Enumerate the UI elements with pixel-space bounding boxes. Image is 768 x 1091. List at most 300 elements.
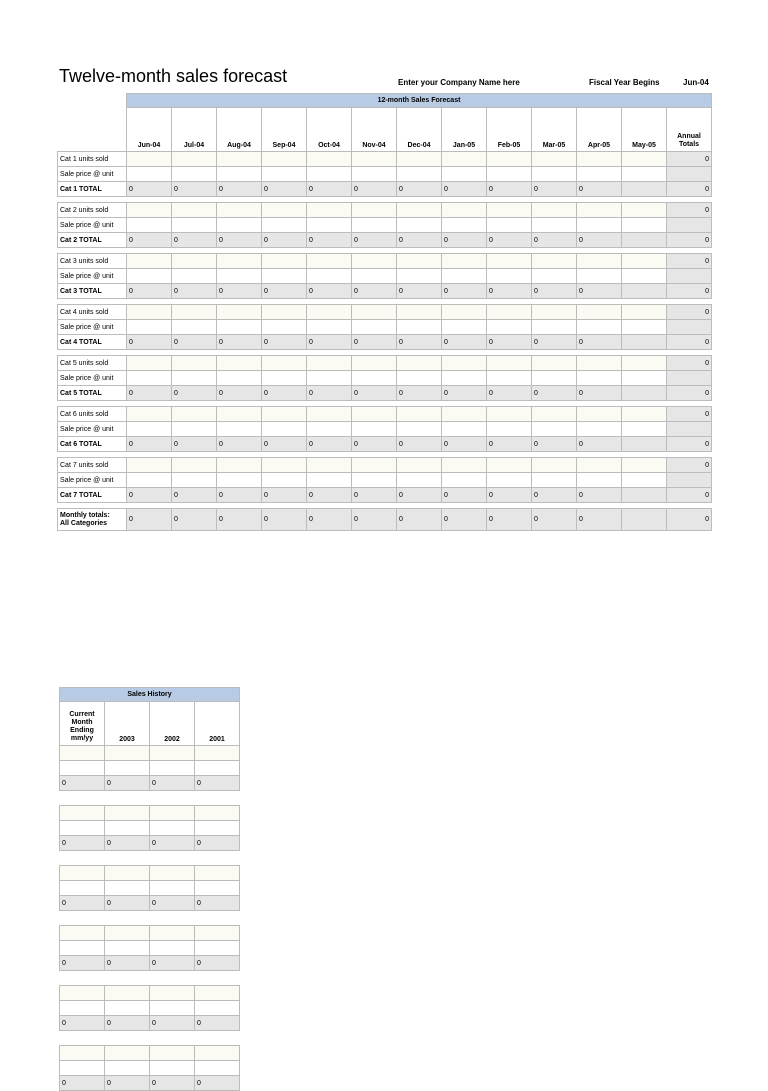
history-total-cell: 0 [150, 1016, 195, 1031]
sale-price-input[interactable] [622, 218, 667, 233]
units-sold-input[interactable] [532, 458, 577, 473]
units-sold-input[interactable] [622, 356, 667, 371]
history-input[interactable] [105, 1046, 150, 1061]
sale-price-input[interactable] [307, 320, 352, 335]
category-total-cell: 0 [262, 488, 307, 503]
history-input[interactable] [150, 986, 195, 1001]
sale-price-input[interactable] [397, 269, 442, 284]
sale-price-input[interactable] [577, 473, 622, 488]
sale-price-input[interactable] [487, 269, 532, 284]
sale-price-input[interactable] [352, 167, 397, 182]
units-sold-input[interactable] [487, 305, 532, 320]
units-sold-input[interactable] [532, 356, 577, 371]
history-input[interactable] [105, 941, 150, 956]
units-sold-input[interactable] [352, 203, 397, 218]
sale-price-input[interactable] [532, 371, 577, 386]
history-total-cell: 0 [105, 956, 150, 971]
sale-price-input[interactable] [442, 371, 487, 386]
monthly-total-cell: 0 [577, 509, 622, 531]
units-sold-input[interactable] [442, 305, 487, 320]
history-input[interactable] [150, 926, 195, 941]
history-input[interactable] [150, 746, 195, 761]
monthly-total-cell: 0 [217, 509, 262, 531]
category-total-cell: 0 [397, 335, 442, 350]
units-sold-input[interactable] [307, 305, 352, 320]
sale-price-input[interactable] [622, 422, 667, 437]
units-sold-input[interactable] [262, 305, 307, 320]
history-total-cell: 0 [195, 1076, 240, 1091]
sale-price-input[interactable] [352, 320, 397, 335]
history-input[interactable] [150, 1001, 195, 1016]
category-total-cell: 0 [127, 233, 172, 248]
units-sold-input[interactable] [217, 356, 262, 371]
sale-price-input[interactable] [262, 218, 307, 233]
units-sold-input[interactable] [442, 458, 487, 473]
sale-price-input[interactable] [442, 320, 487, 335]
units-sold-input[interactable] [577, 356, 622, 371]
history-input[interactable] [195, 1061, 240, 1076]
units-sold-input[interactable] [397, 458, 442, 473]
category-total-cell: 0 [397, 386, 442, 401]
sale-price-input[interactable] [622, 269, 667, 284]
category-total-cell: 0 [577, 284, 622, 299]
sale-price-input[interactable] [577, 167, 622, 182]
units-sold-input[interactable] [307, 458, 352, 473]
sale-price-input[interactable] [622, 371, 667, 386]
units-sold-input[interactable] [532, 203, 577, 218]
units-sold-input[interactable] [262, 458, 307, 473]
units-sold-input[interactable] [397, 203, 442, 218]
units-sold-input[interactable] [397, 305, 442, 320]
history-input[interactable] [150, 821, 195, 836]
units-sold-input[interactable] [577, 152, 622, 167]
units-sold-input[interactable] [217, 458, 262, 473]
units-sold-input[interactable] [397, 254, 442, 269]
units-sold-input[interactable] [487, 254, 532, 269]
history-input[interactable] [60, 821, 105, 836]
sale-price-input[interactable] [262, 320, 307, 335]
category-total-cell: 0 [577, 335, 622, 350]
history-input[interactable] [60, 941, 105, 956]
sale-price-input[interactable] [622, 473, 667, 488]
page-title: Twelve-month sales forecast [59, 66, 288, 86]
units-sold-input[interactable] [532, 305, 577, 320]
units-sold-input[interactable] [532, 152, 577, 167]
category-total-label: Cat 3 TOTAL [58, 284, 127, 299]
units-sold-input[interactable] [262, 407, 307, 422]
sale-price-input[interactable] [577, 371, 622, 386]
history-input[interactable] [150, 1061, 195, 1076]
annual-category-total: 0 [667, 335, 712, 350]
history-input[interactable] [195, 821, 240, 836]
units-sold-input[interactable] [217, 152, 262, 167]
units-sold-input[interactable] [172, 203, 217, 218]
units-sold-input[interactable] [577, 458, 622, 473]
annual-units: 0 [667, 407, 712, 422]
history-input[interactable] [195, 986, 240, 1001]
sale-price-input[interactable] [532, 167, 577, 182]
units-sold-input[interactable] [172, 305, 217, 320]
history-total-cell: 0 [195, 836, 240, 851]
units-sold-input[interactable] [217, 407, 262, 422]
sale-price-input[interactable] [172, 422, 217, 437]
sale-price-input[interactable] [307, 218, 352, 233]
sale-price-input[interactable] [127, 167, 172, 182]
units-sold-input[interactable] [172, 254, 217, 269]
sale-price-input[interactable] [397, 371, 442, 386]
monthly-total-cell [622, 509, 667, 531]
corner-blank [58, 108, 127, 152]
group-spacer [60, 791, 240, 806]
sale-price-input[interactable] [262, 371, 307, 386]
category-total-cell: 0 [487, 335, 532, 350]
sale-price-input[interactable] [172, 473, 217, 488]
sale-price-input[interactable] [262, 167, 307, 182]
category-total-cell: 0 [532, 335, 577, 350]
sale-price-input[interactable] [217, 422, 262, 437]
history-input[interactable] [150, 806, 195, 821]
history-input[interactable] [105, 1061, 150, 1076]
units-sold-input[interactable] [622, 254, 667, 269]
units-sold-input[interactable] [397, 407, 442, 422]
units-sold-label: Cat 4 units sold [58, 305, 127, 320]
units-sold-input[interactable] [352, 152, 397, 167]
history-input[interactable] [105, 1001, 150, 1016]
units-sold-input[interactable] [127, 305, 172, 320]
sale-price-input[interactable] [217, 371, 262, 386]
units-sold-input[interactable] [397, 356, 442, 371]
units-sold-input[interactable] [487, 356, 532, 371]
units-sold-input[interactable] [532, 407, 577, 422]
history-input[interactable] [60, 1046, 105, 1061]
group-spacer [60, 911, 240, 926]
units-sold-input[interactable] [352, 254, 397, 269]
category-total-cell: 0 [127, 386, 172, 401]
sale-price-input[interactable] [397, 218, 442, 233]
units-sold-input[interactable] [352, 356, 397, 371]
units-sold-input[interactable] [577, 407, 622, 422]
units-sold-input[interactable] [622, 407, 667, 422]
units-sold-input[interactable] [352, 407, 397, 422]
annual-price-blank [667, 218, 712, 233]
history-total-cell: 0 [195, 896, 240, 911]
history-total-cell: 0 [150, 776, 195, 791]
sale-price-input[interactable] [217, 218, 262, 233]
sales-forecast-table [57, 93, 712, 531]
units-sold-label: Cat 6 units sold [58, 407, 127, 422]
history-input[interactable] [60, 806, 105, 821]
sale-price-input[interactable] [127, 269, 172, 284]
history-total-cell: 0 [150, 1076, 195, 1091]
month-header: Nov-04 [352, 108, 397, 152]
sale-price-input[interactable] [487, 320, 532, 335]
sale-price-input[interactable] [442, 269, 487, 284]
units-sold-input[interactable] [487, 458, 532, 473]
category-total-cell: 0 [487, 284, 532, 299]
monthly-totals-label [58, 509, 127, 531]
category-total-cell: 0 [307, 182, 352, 197]
history-input[interactable] [150, 881, 195, 896]
history-input[interactable] [195, 746, 240, 761]
category-total-cell: 0 [442, 233, 487, 248]
fiscal-year-value[interactable]: Jun-04 [683, 78, 709, 87]
sale-price-input[interactable] [442, 167, 487, 182]
category-total-cell: 0 [172, 335, 217, 350]
history-input[interactable] [105, 821, 150, 836]
history-input[interactable] [105, 746, 150, 761]
history-input[interactable] [105, 761, 150, 776]
history-input[interactable] [195, 941, 240, 956]
history-input[interactable] [60, 1061, 105, 1076]
sale-price-label: Sale price @ unit [58, 167, 127, 182]
category-total-cell: 0 [127, 335, 172, 350]
category-total-cell: 0 [352, 335, 397, 350]
sale-price-input[interactable] [487, 422, 532, 437]
category-total-cell: 0 [127, 488, 172, 503]
units-sold-input[interactable] [622, 203, 667, 218]
units-sold-input[interactable] [487, 407, 532, 422]
history-total-cell: 0 [60, 896, 105, 911]
units-sold-input[interactable] [262, 203, 307, 218]
annual-units: 0 [667, 356, 712, 371]
units-sold-input[interactable] [622, 305, 667, 320]
sale-price-input[interactable] [487, 167, 532, 182]
history-input[interactable] [195, 926, 240, 941]
units-sold-input[interactable] [307, 407, 352, 422]
units-sold-input[interactable] [172, 356, 217, 371]
units-sold-input[interactable] [442, 356, 487, 371]
history-band-title: Sales History [60, 688, 240, 702]
category-total-cell [622, 437, 667, 452]
sale-price-input[interactable] [487, 371, 532, 386]
history-input[interactable] [195, 881, 240, 896]
sale-price-input[interactable] [532, 218, 577, 233]
sale-price-input[interactable] [577, 422, 622, 437]
history-input[interactable] [105, 866, 150, 881]
units-sold-input[interactable] [217, 254, 262, 269]
monthly-total-cell: 0 [487, 509, 532, 531]
category-total-label: Cat 1 TOTAL [58, 182, 127, 197]
units-sold-input[interactable] [127, 203, 172, 218]
history-input[interactable] [60, 881, 105, 896]
sale-price-input[interactable] [487, 218, 532, 233]
month-header: Oct-04 [307, 108, 352, 152]
history-input[interactable] [105, 806, 150, 821]
units-sold-input[interactable] [577, 305, 622, 320]
units-sold-input[interactable] [127, 356, 172, 371]
sale-price-input[interactable] [127, 320, 172, 335]
category-total-cell: 0 [172, 233, 217, 248]
company-name-field[interactable]: Enter your Company Name here [398, 78, 520, 87]
category-total-cell [622, 182, 667, 197]
sale-price-input[interactable] [442, 218, 487, 233]
sale-price-input[interactable] [622, 320, 667, 335]
annual-units: 0 [667, 458, 712, 473]
units-sold-input[interactable] [307, 152, 352, 167]
sale-price-input[interactable] [532, 320, 577, 335]
annual-category-total: 0 [667, 437, 712, 452]
sale-price-input[interactable] [307, 422, 352, 437]
units-sold-input[interactable] [352, 458, 397, 473]
monthly-total-cell: 0 [172, 509, 217, 531]
sale-price-input[interactable] [262, 473, 307, 488]
sale-price-input[interactable] [397, 422, 442, 437]
history-input[interactable] [150, 866, 195, 881]
category-total-label: Cat 7 TOTAL [58, 488, 127, 503]
month-header: Apr-05 [577, 108, 622, 152]
units-sold-input[interactable] [397, 152, 442, 167]
units-sold-input[interactable] [217, 203, 262, 218]
category-total-cell: 0 [487, 386, 532, 401]
units-sold-input[interactable] [262, 152, 307, 167]
history-input[interactable] [60, 746, 105, 761]
sale-price-input[interactable] [307, 371, 352, 386]
history-input[interactable] [105, 926, 150, 941]
units-sold-input[interactable] [577, 254, 622, 269]
sale-price-input[interactable] [397, 473, 442, 488]
sale-price-input[interactable] [352, 269, 397, 284]
sale-price-input[interactable] [352, 422, 397, 437]
units-sold-input[interactable] [307, 254, 352, 269]
sale-price-input[interactable] [532, 269, 577, 284]
sale-price-label: Sale price @ unit [58, 473, 127, 488]
units-sold-input[interactable] [577, 203, 622, 218]
sale-price-input[interactable] [352, 218, 397, 233]
units-sold-input[interactable] [532, 254, 577, 269]
sale-price-input[interactable] [217, 320, 262, 335]
history-input[interactable] [60, 866, 105, 881]
units-sold-input[interactable] [217, 305, 262, 320]
units-sold-input[interactable] [127, 254, 172, 269]
sale-price-input[interactable] [442, 473, 487, 488]
sale-price-input[interactable] [172, 269, 217, 284]
history-input[interactable] [195, 761, 240, 776]
history-input[interactable] [195, 1001, 240, 1016]
sale-price-input[interactable] [577, 218, 622, 233]
sale-price-input[interactable] [442, 422, 487, 437]
sale-price-input[interactable] [532, 422, 577, 437]
monthly-total-cell: 0 [352, 509, 397, 531]
sale-price-input[interactable] [487, 473, 532, 488]
history-input[interactable] [60, 986, 105, 1001]
units-sold-input[interactable] [352, 305, 397, 320]
units-sold-input[interactable] [262, 254, 307, 269]
history-input[interactable] [195, 1046, 240, 1061]
sale-price-input[interactable] [172, 320, 217, 335]
history-total-cell: 0 [195, 776, 240, 791]
units-sold-input[interactable] [127, 458, 172, 473]
monthly-totals-label-line2: All Categories [60, 519, 108, 527]
category-total-cell: 0 [487, 437, 532, 452]
history-input[interactable] [60, 761, 105, 776]
sale-price-input[interactable] [262, 269, 307, 284]
units-sold-input[interactable] [442, 203, 487, 218]
sale-price-input[interactable] [307, 473, 352, 488]
category-total-cell [622, 386, 667, 401]
sale-price-input[interactable] [127, 422, 172, 437]
units-sold-input[interactable] [262, 356, 307, 371]
history-input[interactable] [195, 866, 240, 881]
sale-price-input[interactable] [127, 371, 172, 386]
sale-price-input[interactable] [127, 218, 172, 233]
units-sold-input[interactable] [487, 152, 532, 167]
units-sold-input[interactable] [442, 152, 487, 167]
history-input[interactable] [150, 1046, 195, 1061]
history-total-cell: 0 [60, 1076, 105, 1091]
category-total-cell: 0 [262, 182, 307, 197]
year-header: 2002 [150, 702, 195, 746]
sale-price-input[interactable] [217, 473, 262, 488]
units-sold-input[interactable] [307, 203, 352, 218]
sale-price-input[interactable] [397, 320, 442, 335]
sale-price-input[interactable] [127, 473, 172, 488]
sale-price-input[interactable] [352, 473, 397, 488]
month-header: Jun-04 [127, 108, 172, 152]
history-input[interactable] [195, 806, 240, 821]
sale-price-input[interactable] [532, 473, 577, 488]
units-sold-input[interactable] [442, 254, 487, 269]
sale-price-input[interactable] [622, 167, 667, 182]
units-sold-input[interactable] [172, 152, 217, 167]
sale-price-input[interactable] [577, 320, 622, 335]
category-total-cell: 0 [172, 488, 217, 503]
history-total-cell: 0 [150, 956, 195, 971]
units-sold-input[interactable] [487, 203, 532, 218]
history-input[interactable] [105, 881, 150, 896]
history-input[interactable] [150, 761, 195, 776]
history-input[interactable] [60, 1001, 105, 1016]
units-sold-input[interactable] [622, 152, 667, 167]
history-input[interactable] [105, 986, 150, 1001]
units-sold-input[interactable] [172, 407, 217, 422]
units-sold-input[interactable] [307, 356, 352, 371]
monthly-total-cell: 0 [262, 509, 307, 531]
sale-price-input[interactable] [217, 167, 262, 182]
units-sold-input[interactable] [622, 458, 667, 473]
history-total-cell: 0 [195, 956, 240, 971]
monthly-total-cell: 0 [442, 509, 487, 531]
annual-category-total: 0 [667, 182, 712, 197]
category-total-cell: 0 [172, 182, 217, 197]
category-total-cell: 0 [172, 284, 217, 299]
category-total-cell [622, 488, 667, 503]
category-total-cell: 0 [487, 182, 532, 197]
year-header: 2001 [195, 702, 240, 746]
units-sold-input[interactable] [127, 407, 172, 422]
annual-units: 0 [667, 152, 712, 167]
sale-price-input[interactable] [307, 167, 352, 182]
sale-price-input[interactable] [172, 167, 217, 182]
history-input[interactable] [60, 926, 105, 941]
sale-price-input[interactable] [217, 269, 262, 284]
sale-price-input[interactable] [262, 422, 307, 437]
sale-price-input[interactable] [172, 371, 217, 386]
units-sold-input[interactable] [127, 152, 172, 167]
category-total-label: Cat 5 TOTAL [58, 386, 127, 401]
units-sold-label: Cat 5 units sold [58, 356, 127, 371]
sale-price-input[interactable] [397, 167, 442, 182]
sale-price-input[interactable] [172, 218, 217, 233]
category-total-cell: 0 [217, 284, 262, 299]
sale-price-input[interactable] [307, 269, 352, 284]
annual-price-blank [667, 167, 712, 182]
history-input[interactable] [150, 941, 195, 956]
sale-price-input[interactable] [352, 371, 397, 386]
units-sold-input[interactable] [172, 458, 217, 473]
units-sold-input[interactable] [442, 407, 487, 422]
category-total-cell: 0 [442, 488, 487, 503]
sale-price-input[interactable] [577, 269, 622, 284]
